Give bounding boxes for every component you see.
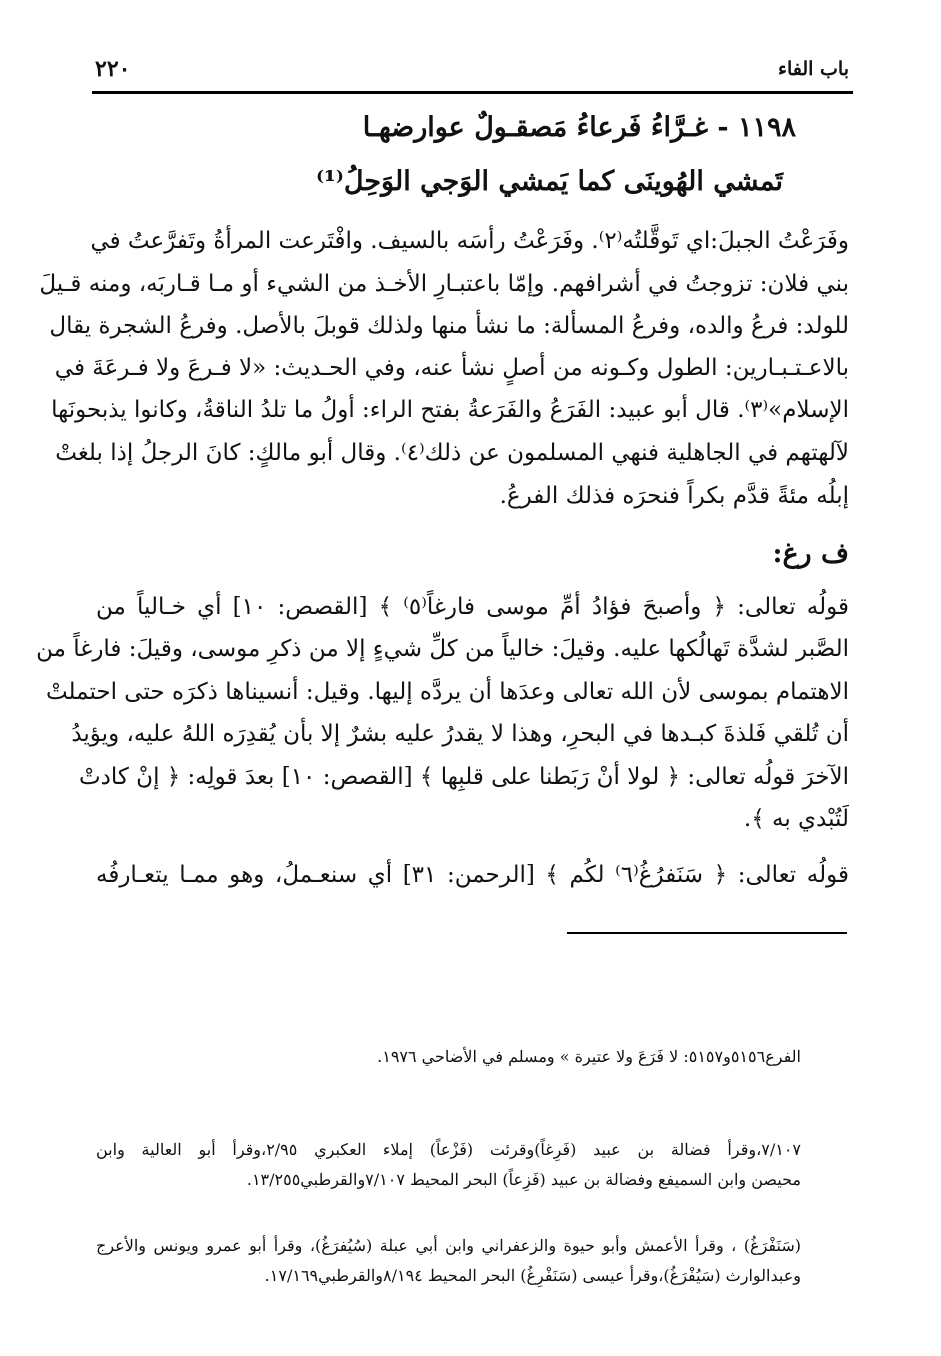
body-line: لَتُبْدي به ﴾. (743, 806, 849, 832)
body-line: الآخرَ قولُه تعالى: ﴿ لولا أنْ رَبَطنا على قلبِها ﴾ [القصص: ١٠] بعدَ قولِه: ﴿ إنْ كادتْ (79, 764, 849, 790)
body-line: أن تُلقي فَلذةَ كبـدها في البحرِ، وهذا لا يقدرُ عليه بشرٌ إلا بأن يُقدِرَه اللهُ عليه، ويؤيدُ (71, 721, 849, 747)
body-line: للولد: فرعُ والده، وفرعُ المسألة: ما نشأ منها ولذلك قوبلَ بالأصل. وفرعُ الشجرة يقال (49, 313, 849, 339)
footnote-divider (567, 932, 847, 934)
body-line: إبلُه مئةً قدَّم بكراً فنحرَه فذلك الفرعُ. (499, 483, 849, 509)
body-line: قولُه تعالى: ﴿ سَنَفرُغُ⁽٦⁾ لكُم ﴾ [الرحمن: ٣١] أي سنعـملُ، وهو ممـا يتعـارفُه (96, 862, 850, 888)
body-line: الإسلام»⁽٣⁾. قال أبو عبيد: الفَرَعُ والفَرَعةُ بفتح الراء: أولُ ما تلدُ الناقةُ، وكانوا يذبحونَها (51, 397, 849, 423)
page-number: ٢٢٠ (95, 56, 131, 82)
page-header (95, 52, 849, 90)
section-heading: ف رغ: (772, 538, 849, 569)
verse-line-2: تَمشي الهُوينَى كما يَمشي الوَجي الوَحِلُ⁽¹⁾ (315, 166, 783, 197)
footnote-continuation: محيصن وابن السميفع وفضالة بن عبيد (فَزِعاً) البحر المحيط ٧/١٠٧والقرطبي١٣/٢٥٥. (246, 1170, 801, 1189)
section-title: باب الفاء (778, 58, 849, 80)
body-line: لآلهتهم في الجاهلية فنهي المسلمون عن ذلك⁽٤⁾. وقال أبو مالكٍ: كانَ الرجلُ إذا بلغتْ (55, 440, 849, 466)
footnote-continuation: الفرع٥١٥٦و٥١٥٧: لا فَرَعَ ولا عتيرة » ومسلم في الأضاحي ١٩٧٦. (377, 1047, 801, 1066)
footnote-continuation: (سَنَفْرَغُ) ، وقرأ الأعمش وأبو حيوة والزعفراني وابن أبي عبلة (سُيُفرَغُ)، وقرأ أبو عمرو ويونس والأعرج (96, 1236, 801, 1255)
footnote-continuation: وعبدالوارث (سَيُفْرَغُ)،وقرأ عيسى (سَنَفْرِغُ) البحر المحيط ٨/١٩٤والقرطبي١٧/١٦٩. (264, 1266, 801, 1285)
verse-line-1: ١١٩٨ - غـرَّاءُ فَرعاءُ مَصقـولٌ عوارضهـا (362, 112, 796, 143)
body-line: وفَرَعْتُ الجبلَ:اي تَوقَّلتُه⁽٢⁾. وفَرَعْتُ رأسَه بالسيف. وافْتَرعت المرأةُ وتَفرَّعتُ في (90, 228, 849, 254)
body-line: الاهتمام بموسى لأن الله تعالى وعدَها أن يردَّه إليها. وقيل: أنسيناها ذكرَه حتى احتملتْ (45, 679, 849, 705)
body-line: بني فلان: تزوجتُ في أشرافهم. وإمّا باعتبـارِ الأخـذ من الشيء أو مـا قـاربَه، ومنه قـيلَ (39, 271, 849, 297)
body-line: بالاعـتـبـارين: الطول وكـونه من أصلٍ نشأ عنه، وفي الحـديث: «لا فـرعَ ولا فـرعَةَ في (54, 355, 849, 381)
body-line: الصَّبر لشدَّة تَهالُكها عليه. وقيلَ: خالياً من كلِّ شيءٍ إلا من ذكرِ موسى، وقيلَ: فارغاً من (36, 636, 849, 662)
header-divider (92, 91, 853, 94)
footnote-continuation: ٧/١٠٧،وقرأ فضالة بن عبيد (فَرِغاً)وقرئت (فَزْعاً) إملاء العكبري ٢/٩٥،وقرأ أبو العالية وابن (96, 1140, 801, 1159)
body-line: قولُه تعالى: ﴿ وأصبحَ فؤادُ أمِّ موسى فارغاً⁽٥⁾ ﴾ [القصص: ١٠] أي خـالياً من (96, 594, 849, 620)
